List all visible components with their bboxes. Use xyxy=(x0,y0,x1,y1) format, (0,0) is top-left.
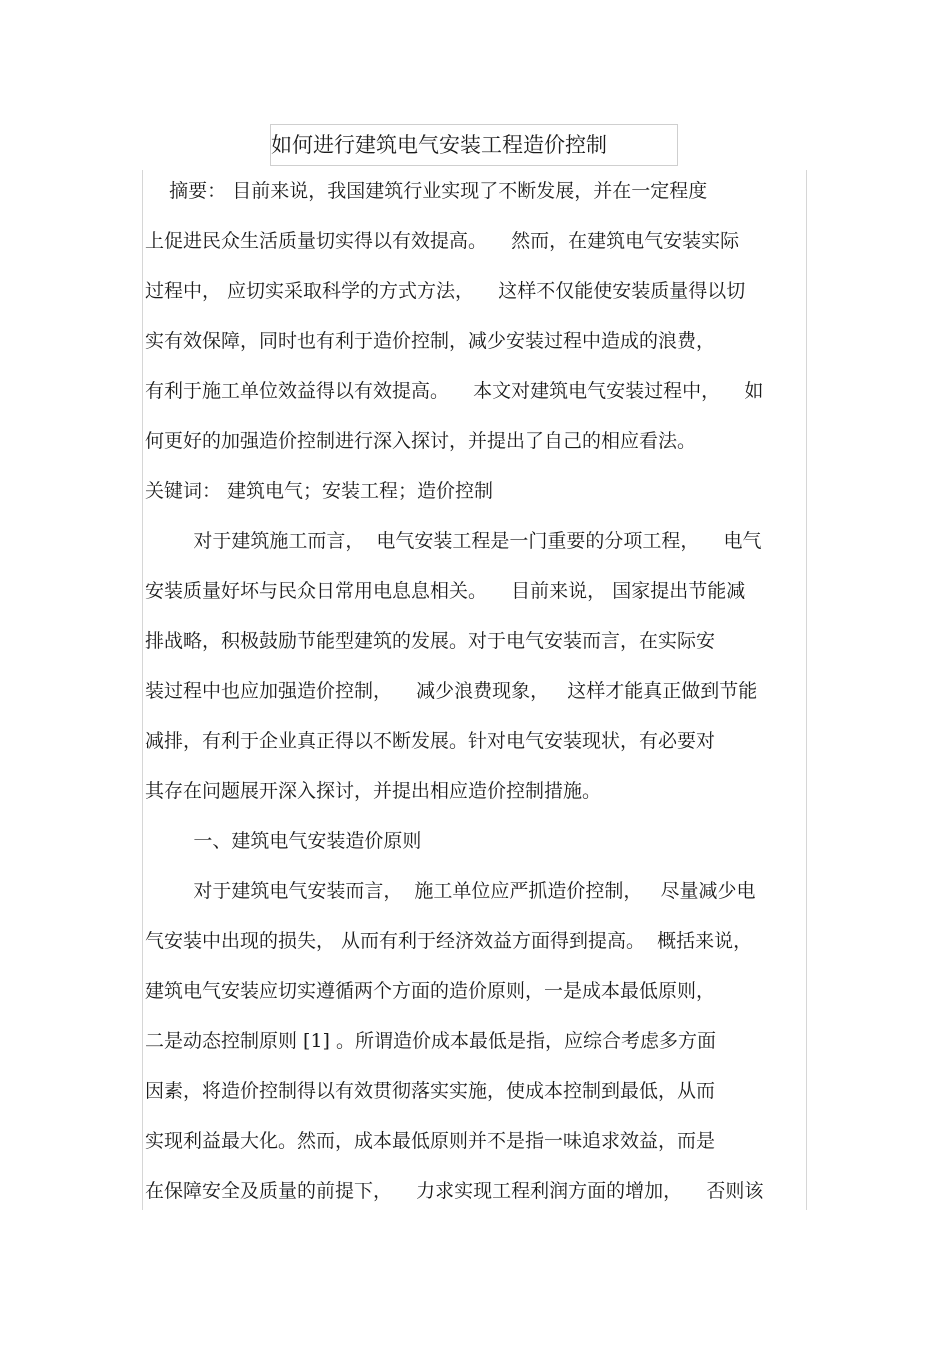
paragraph-line: 建筑电气安装应切实遵循两个方面的造价原则，一是成本最低原则， xyxy=(145,980,716,1002)
paragraph-line: 摘要： 目前来说，我国建筑行业实现了不断发展，并在一定程度 xyxy=(145,180,708,202)
paragraph-line: 上促进民众生活质量切实得以有效提高。 然而，在建筑电气安装实际 xyxy=(145,230,740,252)
paragraph-line: 实有效保障，同时也有利于造价控制，减少安装过程中造成的浪费， xyxy=(145,330,716,352)
paragraph-line: 因素，将造价控制得以有效贯彻落实实施，使成本控制到最低，从而 xyxy=(145,1080,716,1102)
paragraph-line: 实现利益最大化。然而，成本最低原则并不是指一味追求效益，而是 xyxy=(145,1130,716,1152)
paragraph-line: 有利于施工单位效益得以有效提高。 本文对建筑电气安装过程中， 如 xyxy=(145,380,764,402)
paragraph-line: 关键词： 建筑电气；安装工程；造价控制 xyxy=(145,480,494,502)
document-title: 如何进行建筑电气安装工程造价控制 xyxy=(271,133,607,157)
paragraph-line: 其存在问题展开深入探讨，并提出相应造价控制措施。 xyxy=(145,780,602,802)
paragraph-line: 一、建筑电气安装造价原则 xyxy=(145,830,422,852)
paragraph-line: 在保障安全及质量的前提下， 力求实现工程利润方面的增加， 否则该 xyxy=(145,1180,764,1202)
paragraph-line: 对于建筑施工而言， 电气安装工程是一门重要的分项工程， 电气 xyxy=(145,530,762,552)
paragraph-line: 对于建筑电气安装而言， 施工单位应严抓造价控制， 尽量减少电 xyxy=(145,880,756,902)
paragraph-line: 减排，有利于企业真正得以不断发展。针对电气安装现状，有必要对 xyxy=(145,730,716,752)
paragraph-line: 装过程中也应加强造价控制， 减少浪费现象， 这样才能真正做到节能 xyxy=(145,680,758,702)
paragraph-line: 安装质量好坏与民众日常用电息息相关。 目前来说， 国家提出节能减 xyxy=(145,580,746,602)
paragraph-line: 何更好的加强造价控制进行深入探讨，并提出了自己的相应看法。 xyxy=(145,430,697,452)
paragraph-line: 排战略，积极鼓励节能型建筑的发展。对于电气安装而言，在实际安 xyxy=(145,630,716,652)
paragraph-line: 二是动态控制原则 [1] 。所谓造价成本最低是指，应综合考虑多方面 xyxy=(145,1030,716,1052)
paragraph-line: 过程中， 应切实采取科学的方式方法， 这样不仅能使安装质量得以切 xyxy=(145,280,746,302)
paragraph-line: 气安装中出现的损失， 从而有利于经济效益方面得到提高。 概括来说， xyxy=(145,930,753,952)
